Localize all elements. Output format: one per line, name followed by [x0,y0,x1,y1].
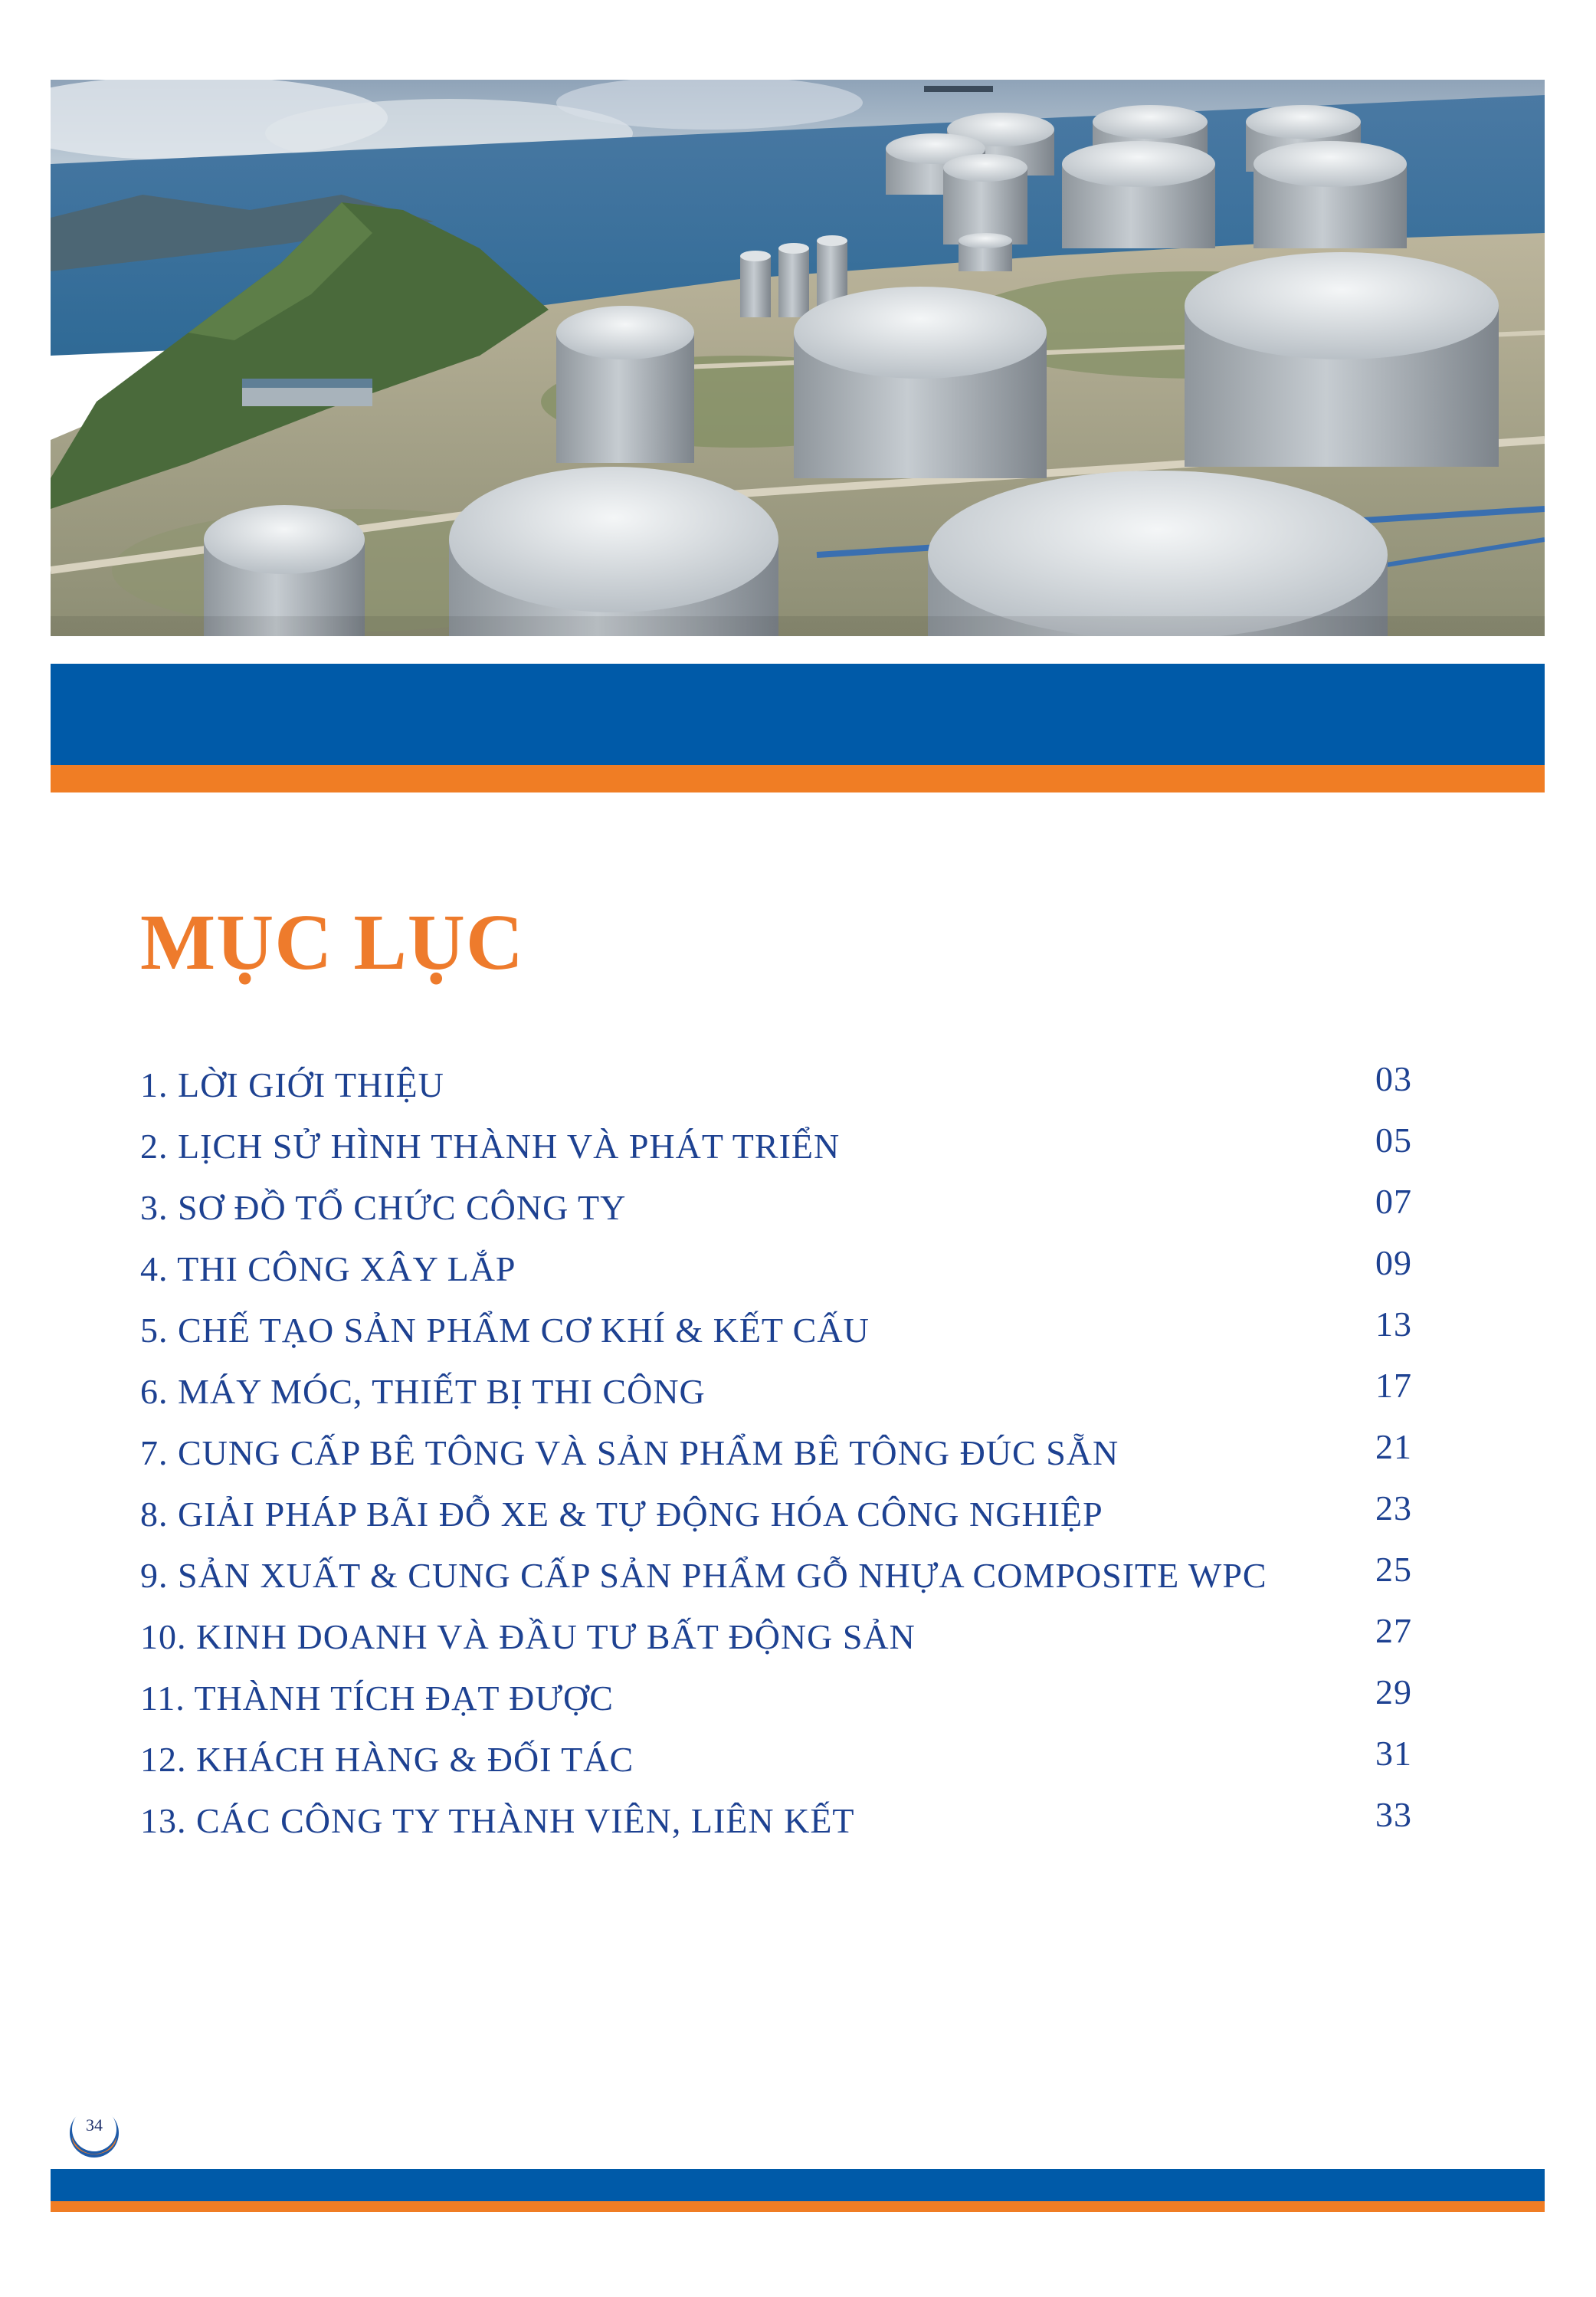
toc-entry[interactable] [140,1115,1412,1176]
footer-band-blue [51,2169,1545,2201]
toc-entry-page: 13 [1375,1304,1412,1344]
hero-image [51,80,1545,636]
toc-entry[interactable] [140,1422,1412,1483]
header-band-blue [51,664,1545,765]
oil-storage-tank-farm-photo [51,80,1545,636]
toc-entry-label: 4. THI CÔNG XÂY LẮP [140,1249,516,1288]
toc-entry-label: 6. MÁY MÓC, THIẾT BỊ THI CÔNG [140,1372,706,1411]
toc-entry[interactable] [140,1176,1412,1238]
toc-entry[interactable] [140,1360,1412,1422]
toc-entry-page: 05 [1375,1121,1412,1160]
toc-entry-page: 21 [1375,1427,1412,1466]
toc-entry-page: 07 [1375,1182,1412,1221]
toc-entry-label: 1. LỜI GIỚI THIỆU [140,1065,444,1104]
toc-entry[interactable] [140,1667,1412,1728]
toc-title: MỤC LỤC [140,898,524,986]
page-number: 34 [86,2115,103,2135]
toc-list [140,1054,1412,1851]
toc-entry-page: 03 [1375,1059,1412,1098]
toc-entry-label: 7. CUNG CẤP BÊ TÔNG VÀ SẢN PHẨM BÊ TÔNG ĐÚC SẴN [140,1433,1119,1472]
toc-entry[interactable] [140,1606,1412,1667]
toc-entry-page: 31 [1375,1734,1412,1773]
toc-entry[interactable] [140,1054,1412,1115]
header-band-orange [51,765,1545,792]
page-number-badge [67,2106,121,2160]
toc-entry-label: 5. CHẾ TẠO SẢN PHẨM CƠ KHÍ & KẾT CẤU [140,1311,870,1350]
toc-entry-label: 10. KINH DOANH VÀ ĐẦU TƯ BẤT ĐỘNG SẢN [140,1617,916,1656]
toc-entry-page: 33 [1375,1795,1412,1834]
toc-entry-label: 13. CÁC CÔNG TY THÀNH VIÊN, LIÊN KẾT [140,1801,855,1840]
toc-entry[interactable] [140,1790,1412,1851]
toc-entry-page: 29 [1375,1672,1412,1711]
toc-entry-label: 2. LỊCH SỬ HÌNH THÀNH VÀ PHÁT TRIỂN [140,1127,841,1166]
toc-entry-label: 12. KHÁCH HÀNG & ĐỐI TÁC [140,1740,634,1779]
toc-entry-page: 09 [1375,1243,1412,1282]
toc-entry[interactable] [140,1238,1412,1299]
toc-entry-label: 9. SẢN XUẤT & CUNG CẤP SẢN PHẨM GỖ NHỰA COMPOSITE WPC [140,1556,1267,1595]
toc-entry[interactable] [140,1299,1412,1360]
toc-entry-page: 25 [1375,1550,1412,1589]
toc-entry[interactable] [140,1728,1412,1790]
toc-entry-page: 23 [1375,1488,1412,1528]
toc-entry[interactable] [140,1544,1412,1606]
toc-entry-page: 17 [1375,1366,1412,1405]
toc-entry[interactable] [140,1483,1412,1544]
toc-entry-label: 8. GIẢI PHÁP BÃI ĐỖ XE & TỰ ĐỘNG HÓA CÔNG NGHIỆP [140,1495,1103,1534]
footer-band-orange [51,2201,1545,2212]
toc-entry-page: 27 [1375,1611,1412,1650]
toc-entry-label: 11. THÀNH TÍCH ĐẠT ĐƯỢC [140,1678,614,1718]
toc-entry-label: 3. SƠ ĐỒ TỔ CHỨC CÔNG TY [140,1188,627,1227]
